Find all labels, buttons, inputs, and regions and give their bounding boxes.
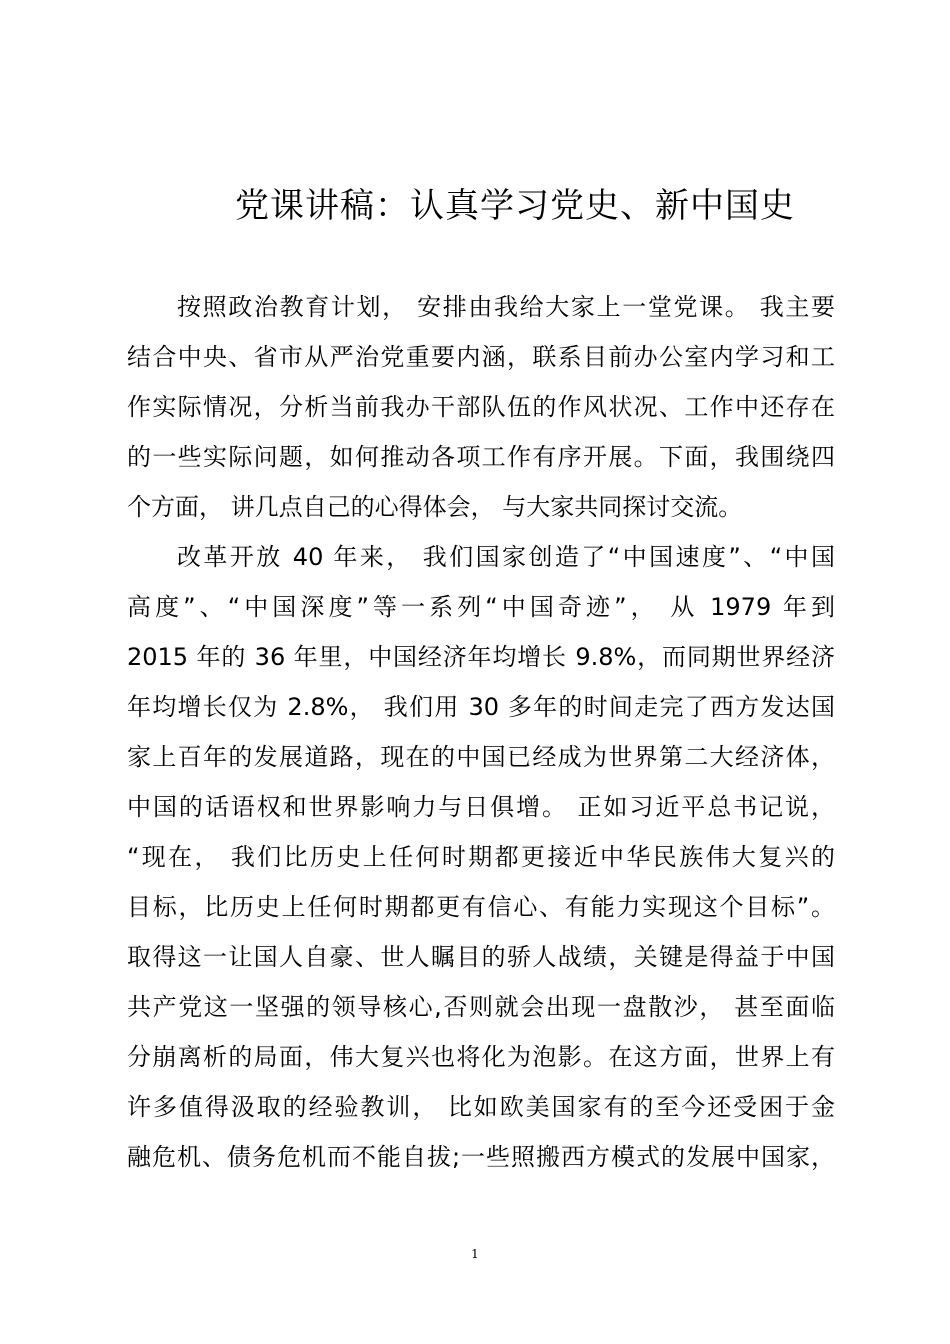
text-line: 共产党这一坚强的领导核心,否则就会出现一盘散沙， 甚至面临	[127, 993, 835, 1021]
text-line: 按照政治教育计划， 安排由我给大家上一堂党课。 我主要	[177, 293, 835, 321]
document-body	[127, 282, 835, 1182]
text-line: 2015 年的 36 年里，中国经济年均增长 9.8%，而同期世界经济	[127, 643, 835, 671]
text-line: 结合中央、省市从严治党重要内涵，联系目前办公室内学习和工	[127, 343, 835, 371]
text-line: 改革开放 40 年来， 我们国家创造了“中国速度”、“中国	[177, 543, 835, 571]
text-line: 的一些实际问题，如何推动各项工作有序开展。下面，我围绕四	[127, 443, 835, 471]
text-line: 目标，比历史上任何时期都更有信心、有能力实现这个目标”。	[127, 893, 835, 921]
text-line: 取得这一让国人自豪、世人瞩目的骄人战绩，关键是得益于中国	[127, 943, 835, 971]
paragraph-2	[127, 532, 835, 1182]
text-line: “现在， 我们比历史上任何时期都更接近中华民族伟大复兴的	[127, 843, 835, 871]
text-line: 年均增长仅为 2.8%， 我们用 30 多年的时间走完了西方发达国	[127, 693, 835, 721]
text-line: 家上百年的发展道路，现在的中国已经成为世界第二大经济体，	[127, 743, 835, 771]
text-line: 中国的话语权和世界影响力与日俱增。 正如习近平总书记说，	[127, 793, 835, 821]
paragraph-1	[127, 282, 835, 532]
text-line: 作实际情况，分析当前我办干部队伍的作风状况、工作中还存在	[127, 393, 835, 421]
document-title: 党课讲稿：认真学习党史、新中国史	[235, 186, 795, 226]
page-number: 1	[471, 1247, 479, 1261]
text-line: 许多值得汲取的经验教训， 比如欧美国家有的至今还受困于金	[127, 1093, 835, 1121]
text-line: 个方面， 讲几点自己的心得体会， 与大家共同探讨交流。	[127, 493, 743, 521]
text-line: 分崩离析的局面，伟大复兴也将化为泡影。在这方面，世界上有	[127, 1043, 835, 1071]
text-line: 高度”、“中国深度”等一系列“中国奇迹”， 从 1979 年到	[127, 593, 835, 621]
text-line: 融危机、债务危机而不能自拔;一些照搬西方模式的发展中国家，	[127, 1143, 835, 1171]
